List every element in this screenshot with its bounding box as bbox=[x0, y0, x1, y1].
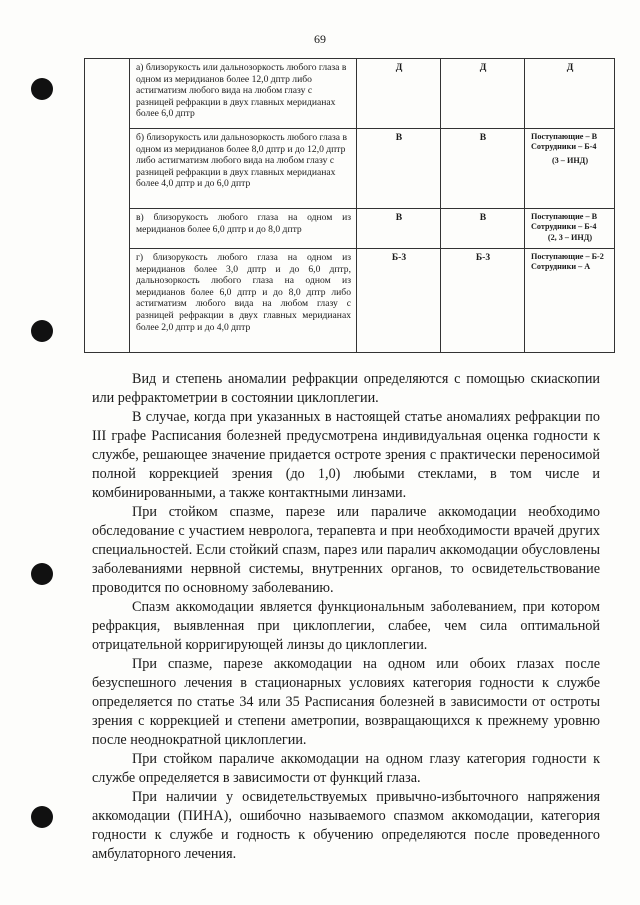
category-col3-line: Поступающие – В bbox=[531, 212, 598, 221]
page-number: 69 bbox=[314, 32, 326, 46]
category-col3-line: Сотрудники – Б-4 bbox=[531, 142, 597, 151]
category-col3 bbox=[525, 59, 615, 129]
category-col1: В bbox=[357, 209, 441, 249]
body-text bbox=[92, 370, 600, 864]
row-description: б) близорукость или дальнозоркость любого глаза в одном из меридианов более 8,0 дптр и до 12,0 дптр либо астигматизм любого вида на любом глазу с разницей рефракции в двух главных меридианах более 4,0 дптр и до 6,0 дптр bbox=[130, 129, 357, 209]
category-col2: В bbox=[441, 129, 525, 209]
category-col2: Д bbox=[441, 59, 525, 129]
category-col3-main: Д bbox=[566, 62, 574, 73]
punch-hole-4 bbox=[31, 806, 53, 828]
category-col1: Д bbox=[357, 59, 441, 129]
category-col3-ind: (3 – ИНД) bbox=[551, 156, 589, 165]
category-col3 bbox=[525, 249, 615, 353]
category-col3 bbox=[525, 129, 615, 209]
category-col3-ind: (2, 3 – ИНД) bbox=[547, 233, 593, 242]
paragraph: При наличии у освидетельствуемых привычно-избыточного напряжения аккомодации (ПИНА), ошибочно называемого спазмом аккомодации, категория годности к службе и годность к обучению определяются после проведенного амбулаторного лечения. bbox=[92, 789, 600, 862]
refraction-table bbox=[84, 58, 615, 353]
table-row bbox=[85, 59, 615, 129]
category-col1: Б-3 bbox=[357, 249, 441, 353]
paragraph: При спазме, парезе аккомодации на одном или обоих глазах после безуспешного лечения в стационарных условиях категория годности к службе определяется по статье 34 или 35 Расписания болезней в зависимости от остроты зрения с коррекцией и степени аметропии, возвращающихся к прежнему уровню после неоднократной циклоплегии. bbox=[92, 656, 600, 748]
category-col2: Б-3 bbox=[441, 249, 525, 353]
punch-hole-2 bbox=[31, 320, 53, 342]
table-row bbox=[85, 129, 615, 209]
category-col3-line: Поступающие – Б-2 bbox=[531, 252, 604, 261]
category-col1: В bbox=[357, 129, 441, 209]
punch-hole-1 bbox=[31, 78, 53, 100]
punch-hole-3 bbox=[31, 563, 53, 585]
category-col2: В bbox=[441, 209, 525, 249]
row-description: г) близорукость любого глаза на одном из меридианов более 3,0 дптр и до 6,0 дптр, дальнозоркость любого глаза на одном из меридианов более 6,0 дптр и до 8,0 дптр либо астигматизм любого вида на любом глазу с разницей рефракции в двух главных меридианах более 2,0 дптр и до 4,0 дптр bbox=[130, 249, 357, 353]
category-col3-line: Сотрудники – Б-4 bbox=[531, 222, 597, 231]
row-description: а) близорукость или дальнозоркость любого глаза в одном из меридианов более 12,0 дптр либо астигматизм любого вида на любом глазу с разницей рефракции в двух главных меридианах более 6,0 дптр bbox=[130, 59, 357, 129]
table-row bbox=[85, 209, 615, 249]
paragraph: При стойком спазме, парезе или параличе аккомодации необходимо обследование с участием невролога, терапевта и при необходимости врачей других специальностей. Если стойкий спазм, парез или паралич аккомодации обусловлены заболеваниями нервной системы, внутренних органов, то освидетельствование проводится по основному заболеванию. bbox=[92, 504, 600, 596]
category-col3-line: Сотрудники – А bbox=[531, 262, 591, 271]
paragraph: Вид и степень аномалии рефракции определяются с помощью скиаскопии или рефрактометрии в состоянии циклоплегии. bbox=[92, 371, 600, 406]
row-description: в) близорукость любого глаза на одном из меридианов более 6,0 дптр и до 8,0 дптр bbox=[130, 209, 357, 249]
paragraph: Спазм аккомодации является функциональным заболеванием, при котором рефракция, выявленная при циклоплегии, слабее, чем сила оптимальной отрицательной корригирующей линзы до циклоплегии. bbox=[92, 599, 600, 653]
table-row bbox=[85, 249, 615, 353]
category-col3-line: Поступающие – В bbox=[531, 132, 598, 141]
paragraph: При стойком параличе аккомодации на одном глазу категория годности к службе определяется в зависимости от функций глаза. bbox=[92, 751, 600, 786]
blank-column bbox=[85, 59, 130, 353]
paragraph: В случае, когда при указанных в настоящей статье аномалиях рефракции по III графе Расписания болезней предусмотрена индивидуальная оценка годности к службе, решающее значение придается остроте зрения с практически переносимой полной коррекцией зрения (до 1,0) любыми стеклами, в том числе и комбинированными, а также контактными линзами. bbox=[92, 409, 600, 501]
category-col3 bbox=[525, 209, 615, 249]
